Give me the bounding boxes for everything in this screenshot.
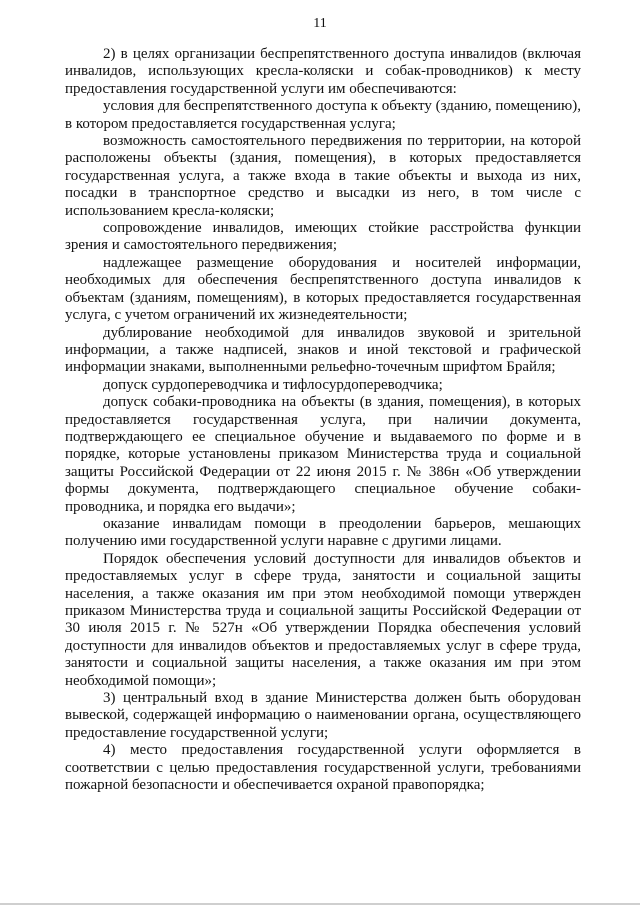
page-number: 11	[313, 16, 327, 31]
paragraph: дублирование необходимой для инвалидов звуковой и зрительной информации, а также надписей, знаков и иной текстовой и графической информации знаками, выполненными рельефно-точечным шрифтом Брайля;	[65, 324, 581, 376]
paragraph: допуск сурдопереводчика и тифлосурдопереводчика;	[103, 376, 443, 393]
paragraph: сопровождение инвалидов, имеющих стойкие расстройства функции зрения и самостоятельного передвижения;	[65, 220, 581, 254]
paragraph: допуск собаки-проводника на объекты (в здания, помещения), в которых предоставляется государственная услуга, при наличии документа, подтверждающего ее специальное обучение и выдаваемого по форме и в порядке, которые установлены приказом Министерства труда и социальной защиты Российской Федерации от 22 июня 2015 г. № 386н «Об утверждении формы документа, подтверждающего специальное обучение собаки-проводника, и порядка его выдачи»;	[65, 394, 581, 515]
paragraph: 2) в целях организации беспрепятственного доступа инвалидов (включая инвалидов, использующих кресла-коляски и собак-проводников) к месту предоставления государственной услуги им обеспечиваются:	[65, 46, 581, 97]
document-body	[65, 46, 581, 794]
paragraph: условия для беспрепятственного доступа к объекту (зданию, помещению), в котором предоставляется государственная услуга;	[65, 98, 581, 132]
paragraph: Порядок обеспечения условий доступности для инвалидов объектов и предоставляемых услуг в сфере труда, занятости и социальной защиты населения, а также оказания им при этом необходимой помощи утвержден приказом Министерства труда и социальной защиты Российской Федерации от 30 июля 2015 г. № 527н «Об утверждении Порядка обеспечения условий доступности для инвалидов объектов и предоставляемых услуг в сфере труда, занятости и социальной защиты населения, а также оказания им при этом необходимой помощи»;	[65, 550, 581, 689]
paragraph: возможность самостоятельного передвижения по территории, на которой расположены объекты (здания, помещения), в которых предоставляется государственная услуга, а также входа в такие объекты и выхода из них, посадки в транспортное средство и высадки из него, в том числе с использованием кресла-коляски;	[65, 133, 581, 219]
paragraph: 3) центральный вход в здание Министерства должен быть оборудован вывеской, содержащей информацию о наименовании органа, осуществляющего предоставление государственной услуги;	[65, 690, 581, 741]
paragraph: оказание инвалидам помощи в преодолении барьеров, мешающих получению ими государственной услуги наравне с другими лицами.	[65, 515, 581, 550]
paragraph: надлежащее размещение оборудования и носителей информации, необходимых для обеспечения беспрепятственного доступа инвалидов к объектам (зданиям, помещениям), в которых предоставляется государственная услуга, с учетом ограничений их жизнедеятельности;	[65, 254, 581, 324]
paragraph: 4) место предоставления государственной услуги оформляется в соответствии с целью предоставления государственной услуги, требованиями пожарной безопасности и обеспечивается охраной правопорядка;	[65, 742, 581, 794]
